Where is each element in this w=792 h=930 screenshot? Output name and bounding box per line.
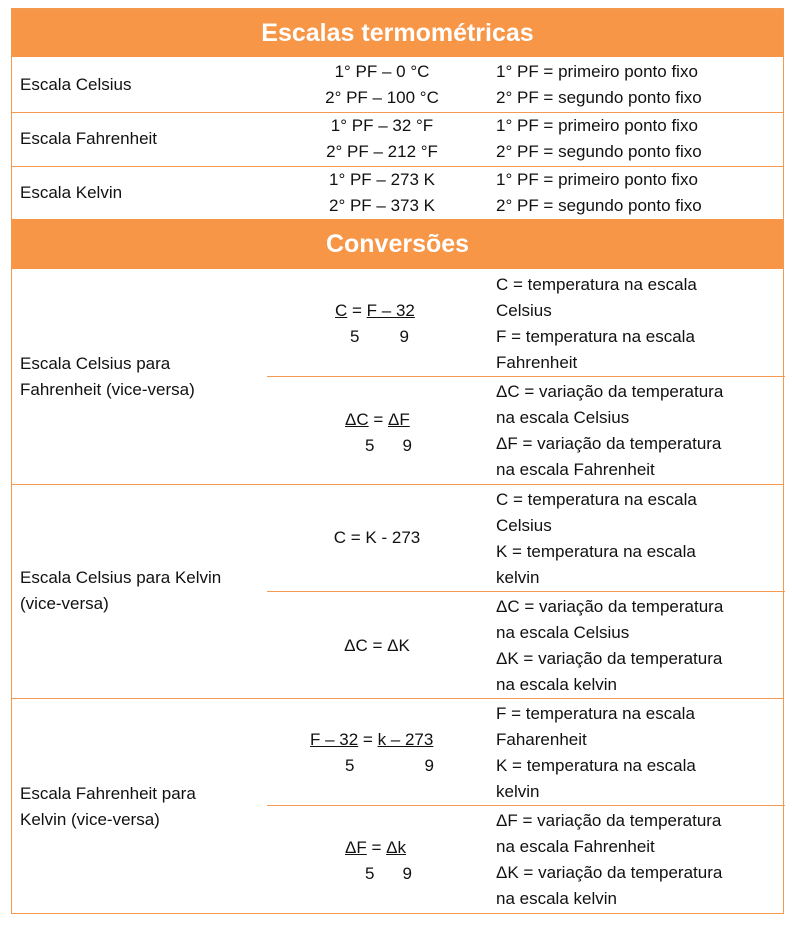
- description-line: Faharenheit: [496, 730, 587, 749]
- fixed-point-2: 2° PF – 373 K: [328, 196, 436, 215]
- description-line: C = temperatura na escala: [496, 275, 697, 294]
- description-line: kelvin: [496, 782, 540, 801]
- description-line: na escala Fahrenheit: [496, 837, 655, 856]
- description-line: K = temperatura na escala: [496, 756, 696, 775]
- formula-numerator: F – 32: [366, 301, 415, 320]
- section-title: Escalas termométricas: [261, 19, 534, 47]
- formula-numerator: Δk: [386, 838, 406, 857]
- formula-equals: =: [366, 838, 387, 857]
- formula-denominator: 5: [365, 864, 375, 883]
- conversion-name-celsius-kelvin: [20, 565, 221, 617]
- variable-description: [496, 487, 781, 591]
- description-line: ΔF = variação da temperatura: [496, 811, 722, 830]
- divider: [267, 805, 785, 806]
- formula-denominator: 9: [424, 756, 434, 775]
- conversion-name-celsius-fahrenheit: [20, 351, 195, 403]
- formula-numerator: ΔF: [388, 410, 410, 429]
- fixed-point-2: 2° PF – 100 °C: [325, 88, 439, 107]
- formula-equals: =: [347, 301, 367, 320]
- variable-description: [496, 808, 781, 912]
- fixed-point-1-description: 1° PF = primeiro ponto fixo: [496, 116, 698, 135]
- thermometric-scales-table: [11, 8, 784, 914]
- scale-name-fahrenheit: Escala Fahrenheit: [20, 129, 158, 148]
- description-line: Celsius: [496, 516, 552, 535]
- formula-numerator: F – 32: [310, 730, 359, 749]
- fixed-point-2-description: 2° PF = segundo ponto fixo: [496, 142, 702, 161]
- variable-description: [496, 594, 781, 698]
- description-line: ΔK = variação da temperatura: [496, 863, 723, 882]
- section-title: Conversões: [325, 230, 470, 258]
- divider: [12, 484, 783, 485]
- conversion-formula: C = K - 273: [333, 528, 421, 547]
- conversion-name-line: Escala Celsius para Kelvin: [20, 568, 222, 587]
- description-line: ΔC = variação da temperatura: [496, 597, 724, 616]
- divider: [12, 698, 783, 699]
- formula-denominator: 9: [402, 864, 412, 883]
- formula-equals: =: [368, 410, 389, 429]
- description-line: kelvin: [496, 568, 540, 587]
- description-line: na escala kelvin: [496, 675, 617, 694]
- formula-numerator: k – 273: [377, 730, 434, 749]
- section-header-conversions: [12, 219, 783, 269]
- description-line: na escala Celsius: [496, 408, 630, 427]
- description-line: F = temperatura na escala: [496, 327, 695, 346]
- description-line: ΔF = variação da temperatura: [496, 434, 722, 453]
- conversion-name-line: Kelvin (vice-versa): [20, 810, 160, 829]
- description-line: K = temperatura na escala: [496, 542, 696, 561]
- conversion-name-line: Fahrenheit (vice-versa): [20, 380, 195, 399]
- scale-name-kelvin: Escala Kelvin: [20, 183, 123, 202]
- conversion-name-fahrenheit-kelvin: [20, 781, 196, 833]
- divider: [267, 591, 785, 592]
- formula-numerator: ΔC: [345, 410, 369, 429]
- variable-description: [496, 272, 781, 376]
- description-line: Fahrenheit: [496, 353, 578, 372]
- description-line: C = temperatura na escala: [496, 490, 697, 509]
- description-line: F = temperatura na escala: [496, 704, 695, 723]
- conversion-formula: [345, 407, 412, 459]
- conversion-formula: [335, 298, 415, 350]
- conversion-formula: ΔC = ΔK: [344, 636, 410, 655]
- description-line: na escala Fahrenheit: [496, 460, 655, 479]
- formula-denominator: 9: [402, 436, 412, 455]
- divider: [267, 376, 785, 377]
- variable-description: [496, 379, 781, 483]
- description-line: ΔK = variação da temperatura: [496, 649, 723, 668]
- fixed-point-1: 1° PF – 32 °F: [330, 116, 434, 135]
- formula-denominator: 5: [365, 436, 375, 455]
- fixed-point-1: 1° PF – 0 °C: [334, 62, 430, 81]
- description-line: na escala kelvin: [496, 889, 617, 908]
- fixed-point-2: 2° PF – 212 °F: [326, 142, 438, 161]
- description-line: Celsius: [496, 301, 552, 320]
- conversion-formula: [345, 835, 412, 887]
- section-header-scales: [12, 9, 783, 57]
- fixed-point-1-description: 1° PF = primeiro ponto fixo: [496, 170, 698, 189]
- description-line: ΔC = variação da temperatura: [496, 382, 724, 401]
- fixed-point-2-description: 2° PF = segundo ponto fixo: [496, 88, 702, 107]
- description-line: na escala Celsius: [496, 623, 630, 642]
- formula-numerator: C: [335, 301, 348, 320]
- conversion-name-line: Escala Fahrenheit para: [20, 784, 196, 803]
- fixed-point-1: 1° PF – 273 K: [328, 170, 436, 189]
- scale-name-celsius: Escala Celsius: [20, 75, 132, 94]
- conversion-name-line: (vice-versa): [20, 594, 109, 613]
- variable-description: [496, 701, 781, 805]
- formula-denominator: 5: [350, 327, 360, 346]
- conversion-name-line: Escala Celsius para: [20, 354, 171, 373]
- fixed-point-1-description: 1° PF = primeiro ponto fixo: [496, 62, 698, 81]
- formula-numerator: ΔF: [345, 838, 367, 857]
- conversion-formula: [310, 727, 434, 779]
- fixed-point-2-description: 2° PF = segundo ponto fixo: [496, 196, 702, 215]
- formula-denominator: 5: [345, 756, 355, 775]
- formula-equals: =: [358, 730, 378, 749]
- formula-denominator: 9: [399, 327, 409, 346]
